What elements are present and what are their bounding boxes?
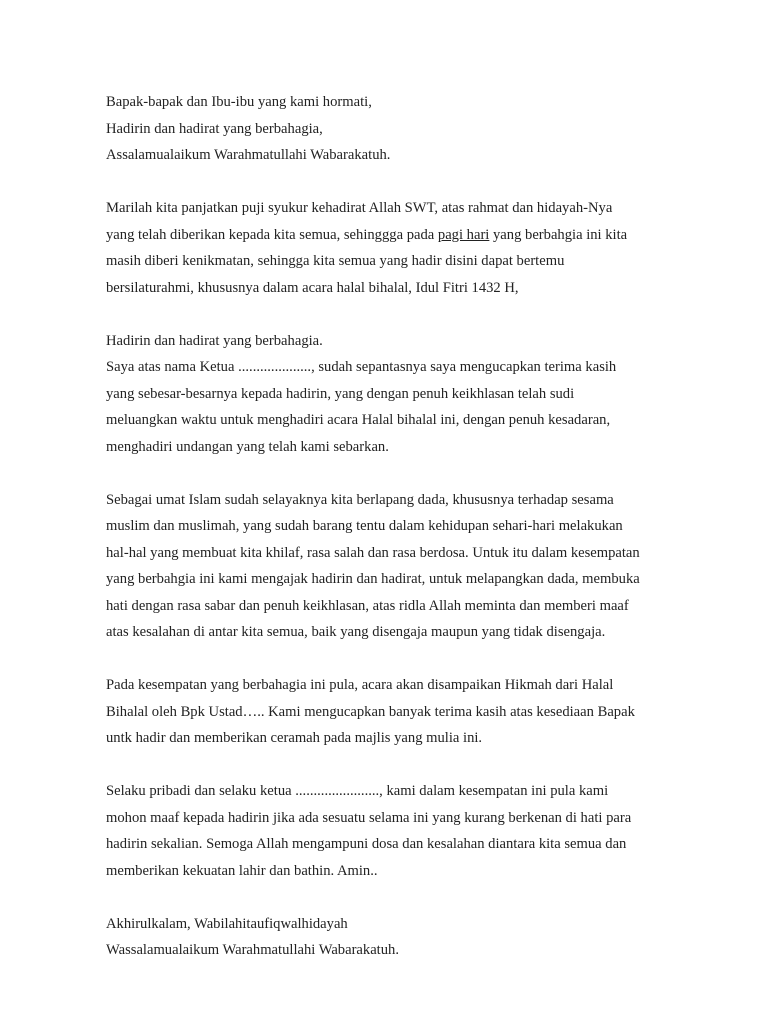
text-line: meluangkan waktu untuk menghadiri acara Halal bihalal ini, dengan penuh kesadaran, [106, 412, 611, 428]
text-line: Assalamualaikum Warahmatullahi Wabarakatuh. [106, 147, 391, 163]
text-line: menghadiri undangan yang telah kami sebarkan. [106, 438, 389, 455]
text-line: yang sebesar-besarnya kepada hadirin, yang dengan penuh keikhlasan telah sudi [106, 385, 575, 402]
text-line: Akhirulkalam, Wabilahitaufiqwalhidayah [106, 915, 348, 932]
text-line: masih diberi kenikmatan, sehingga kita semua yang hadir disini dapat bertemu [106, 253, 565, 269]
paragraph-forgiveness [106, 487, 666, 646]
text-line: Bapak-bapak dan Ibu-ibu yang kami hormati, [106, 94, 372, 110]
text-line: Saya atas nama Ketua ...................., sudah sepantasnya saya mengucapkan terima kasih [106, 359, 617, 375]
text-line: Marilah kita panjatkan puji syukur kehadirat Allah SWT, atas rahmat dan hidayah-Nya [106, 200, 613, 216]
text-segment: yang telah diberikan kepada kita semua, sehinggga pada [106, 226, 438, 243]
text-line: Sebagai umat Islam sudah selayaknya kita berlapang dada, khususnya terhadap sesama [106, 491, 614, 508]
paragraph-greeting [106, 89, 666, 169]
text-line: Pada kesempatan yang berbahagia ini pula, acara akan disampaikan Hikmah dari Halal [106, 677, 614, 693]
paragraph-apology [106, 778, 666, 884]
underlined-text: pagi hari [437, 226, 490, 243]
text-line: Selaku pribadi dan selaku ketua ......................., kami dalam kesempatan ini pula kami [106, 783, 609, 799]
text-line: hati dengan rasa sabar dan penuh keikhlasan, atas ridla Allah meminta dan memberi maaf [106, 597, 629, 614]
text-line [106, 222, 666, 249]
text-line: hadirin sekalian. Semoga Allah mengampuni dosa dan kesalahan diantara kita semua dan [106, 836, 627, 852]
document-body [106, 89, 666, 990]
text-line: muslim dan muslimah, yang sudah barang tentu dalam kehidupan sehari-hari melakukan [106, 518, 623, 534]
text-line: Hadirin dan hadirat yang berbahagia, [106, 120, 323, 137]
text-segment: yang berbahgia ini kita [489, 226, 628, 243]
text-line: Wassalamualaikum Warahmatullahi Wabarakatuh. [106, 942, 399, 958]
text-line: untk hadir dan memberikan ceramah pada majlis yang mulia ini. [106, 730, 483, 746]
text-line: bersilaturahmi, khususnya dalam acara halal bihalal, Idul Fitri 1432 H, [106, 279, 519, 296]
text-line: hal-hal yang membuat kita khilaf, rasa salah dan rasa berdosa. Untuk itu dalam kesempatan [106, 544, 640, 561]
paragraph-hikmah [106, 672, 666, 752]
text-line: yang berbahgia ini kami mengajak hadirin dan hadirat, untuk melapangkan dada, membuka [106, 571, 640, 587]
text-line: Hadirin dan hadirat yang berbahagia. [106, 332, 323, 349]
text-line: atas kesalahan di antar kita semua, baik yang disengaja maupun yang tidak disengaja. [106, 624, 606, 640]
paragraph-thanks [106, 328, 666, 461]
paragraph-closing [106, 911, 666, 964]
paragraph-gratitude [106, 195, 666, 301]
text-line: mohon maaf kepada hadirin jika ada sesuatu selama ini yang kurang berkenan di hati para [106, 809, 632, 826]
text-line: memberikan kekuatan lahir dan bathin. Amin.. [106, 862, 378, 879]
text-line: Bihalal oleh Bpk Ustad….. Kami mengucapkan banyak terima kasih atas kesediaan Bapak [106, 703, 635, 720]
